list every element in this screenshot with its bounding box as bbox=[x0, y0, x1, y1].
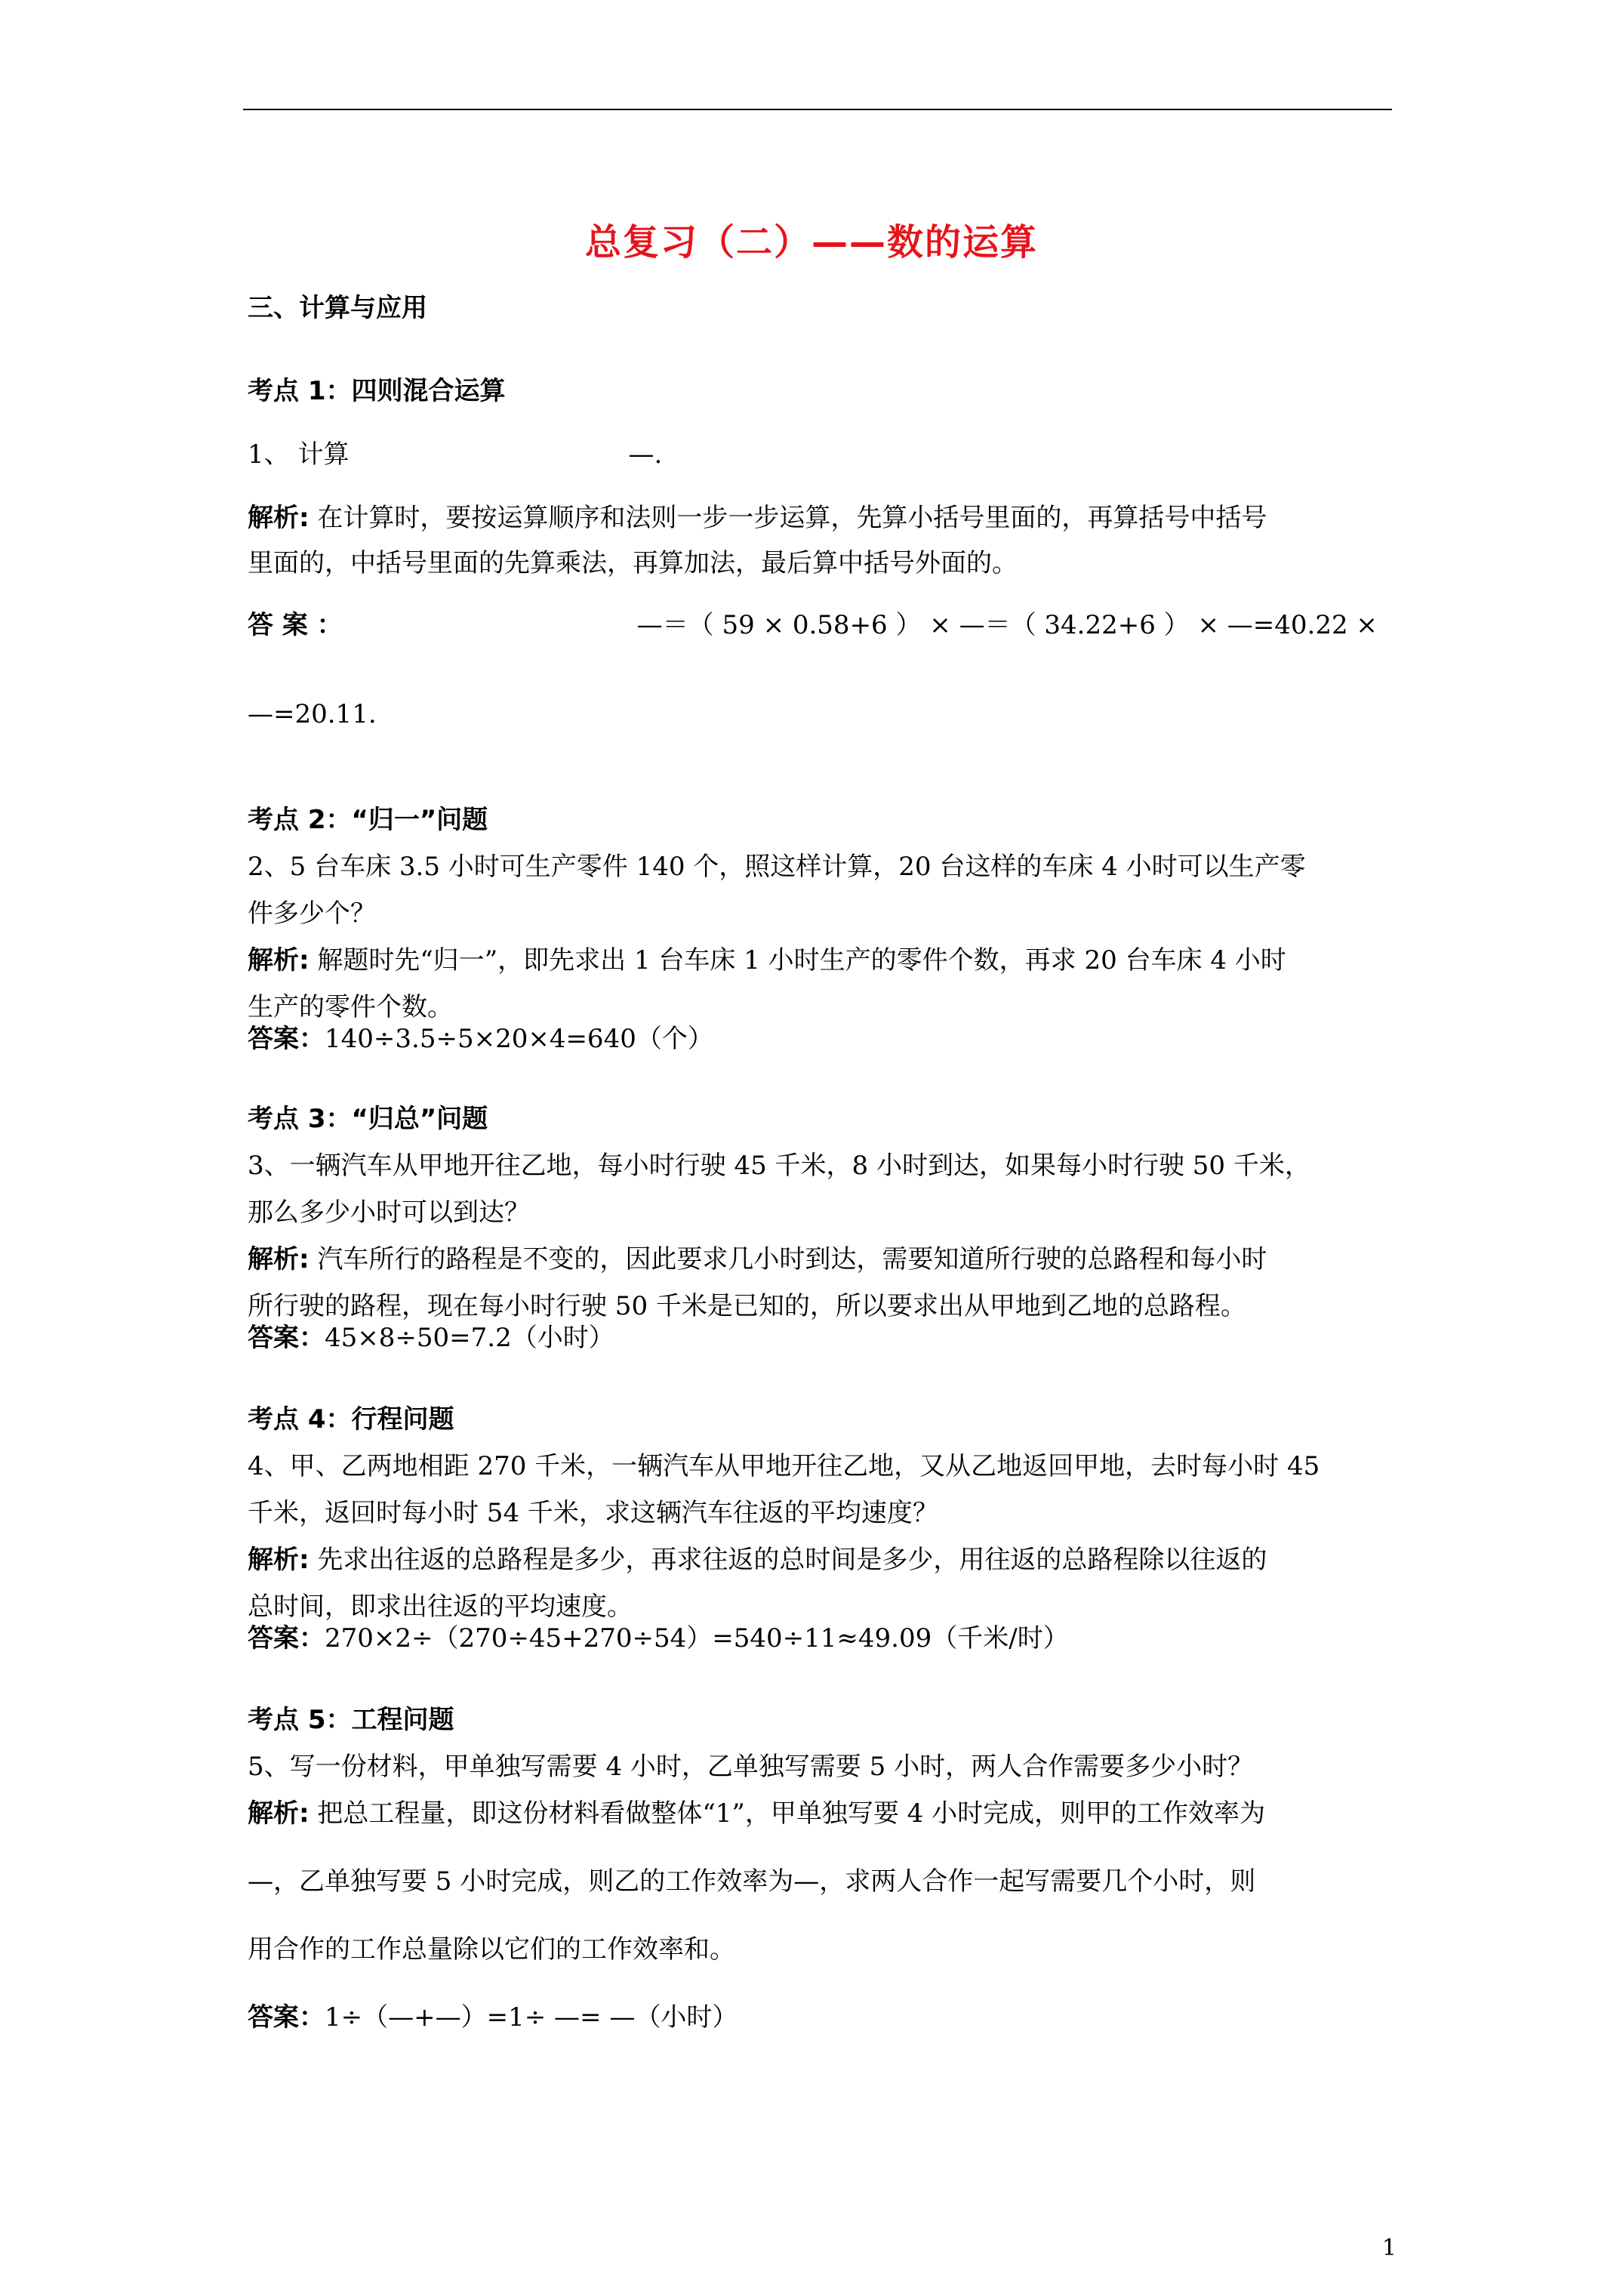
topic-2-heading: 考点 2：“归一”问题 bbox=[248, 805, 488, 835]
q5-analysis-line-2: —，乙单独写要 5 小时完成，则乙的工作效率为—，求两人合作一起写需要几个小时，则 bbox=[248, 1866, 1256, 1897]
q3-line-1: 3、一辆汽车从甲地开往乙地，每小时行驶 45 千米，8 小时到达，如果每小时行驶 50 千米， bbox=[248, 1151, 1310, 1181]
page-number: 1 bbox=[1381, 2235, 1397, 2261]
q4-line-2: 千米，返回时每小时 54 千米，求这辆汽车往返的平均速度？ bbox=[248, 1498, 938, 1528]
q3-analysis-line-2: 所行驶的路程，现在每小时行驶 50 千米是已知的，所以要求出从甲地到乙地的总路程。 bbox=[248, 1291, 1246, 1321]
topic-3-heading: 考点 3：“归总”问题 bbox=[248, 1104, 488, 1134]
q4-analysis-line-2: 总时间，即求出往返的平均速度。 bbox=[248, 1592, 633, 1622]
q2-line-1: 2、5 台车床 3.5 小时可生产零件 140 个，照这样计算，20 台这样的车床 4 小时可以生产零 bbox=[248, 852, 1306, 882]
topic-5-heading: 考点 5：工程问题 bbox=[248, 1705, 454, 1735]
q4-analysis-line-1: 解析: 先求出往返的总路程是多少，再求往返的总时间是多少，用往返的总路程除以往返的 bbox=[248, 1545, 1267, 1575]
q1-analysis-line-1: 解析: 在计算时，要按运算顺序和法则一步一步运算，先算小括号里面的，再算括号中括号 bbox=[248, 503, 1267, 533]
q4-answer-text: 答案：270×2÷（270÷45+270÷54）=540÷11≈49.09（千米/时） bbox=[248, 1623, 1069, 1653]
q2-line-2: 件多少个？ bbox=[248, 898, 376, 929]
q3-line-2: 那么多少小时可以到达？ bbox=[248, 1197, 530, 1228]
page-title: 总复习（二）——数的运算 bbox=[584, 221, 1038, 264]
q2-analysis-line-2: 生产的零件个数。 bbox=[248, 992, 453, 1022]
q5-analysis-line-1: 解析: 把总工程量，即这份材料看做整体“1”，甲单独写要 4 小时完成，则甲的工作效率为 bbox=[248, 1798, 1266, 1829]
q5-answer-text: 答案：1÷（—+—）=1÷ —= —（小时） bbox=[248, 2002, 738, 2032]
topic-4-heading: 考点 4：行程问题 bbox=[248, 1404, 454, 1435]
q1-analysis-line-2: 里面的，中括号里面的先算乘法，再算加法，最后算中括号外面的。 bbox=[248, 548, 1018, 578]
header-rule bbox=[243, 109, 1392, 110]
section-heading: 三、计算与应用 bbox=[248, 293, 427, 323]
q1-answer-line-2: —=20.11. bbox=[248, 699, 377, 729]
topic-1-heading: 考点 1：四则混合运算 bbox=[248, 376, 506, 406]
q5-line: 5、写一份材料，甲单独写需要 4 小时，乙单独写需要 5 小时，两人合作需要多少小时？ bbox=[248, 1752, 1254, 1782]
q4-line-1: 4、甲、乙两地相距 270 千米，一辆汽车从甲地开往乙地，又从乙地返回甲地，去时每小时 45 bbox=[248, 1451, 1320, 1481]
q1-answer-line-1: 答 案 ： —＝（ 59 × 0.58+6 ） × —＝（ 34.22+6 ） × —=40.22 × bbox=[248, 610, 1378, 640]
q3-answer-text: 答案：45×8÷50=7.2（小时） bbox=[248, 1323, 614, 1353]
q2-analysis-line-1: 解析: 解题时先“归一”，即先求出 1 台车床 1 小时生产的零件个数，再求 20 台车床 4 小时 bbox=[248, 945, 1286, 975]
q1-prompt: 1、 计算 —. bbox=[248, 439, 663, 470]
q3-analysis-line-1: 解析: 汽车所行的路程是不变的，因此要求几小时到达，需要知道所行驶的总路程和每小时 bbox=[248, 1244, 1267, 1274]
q2-answer-text: 答案：140÷3.5÷5×20×4=640（个） bbox=[248, 1024, 713, 1054]
q5-analysis-line-3: 用合作的工作总量除以它们的工作效率和。 bbox=[248, 1934, 735, 1965]
